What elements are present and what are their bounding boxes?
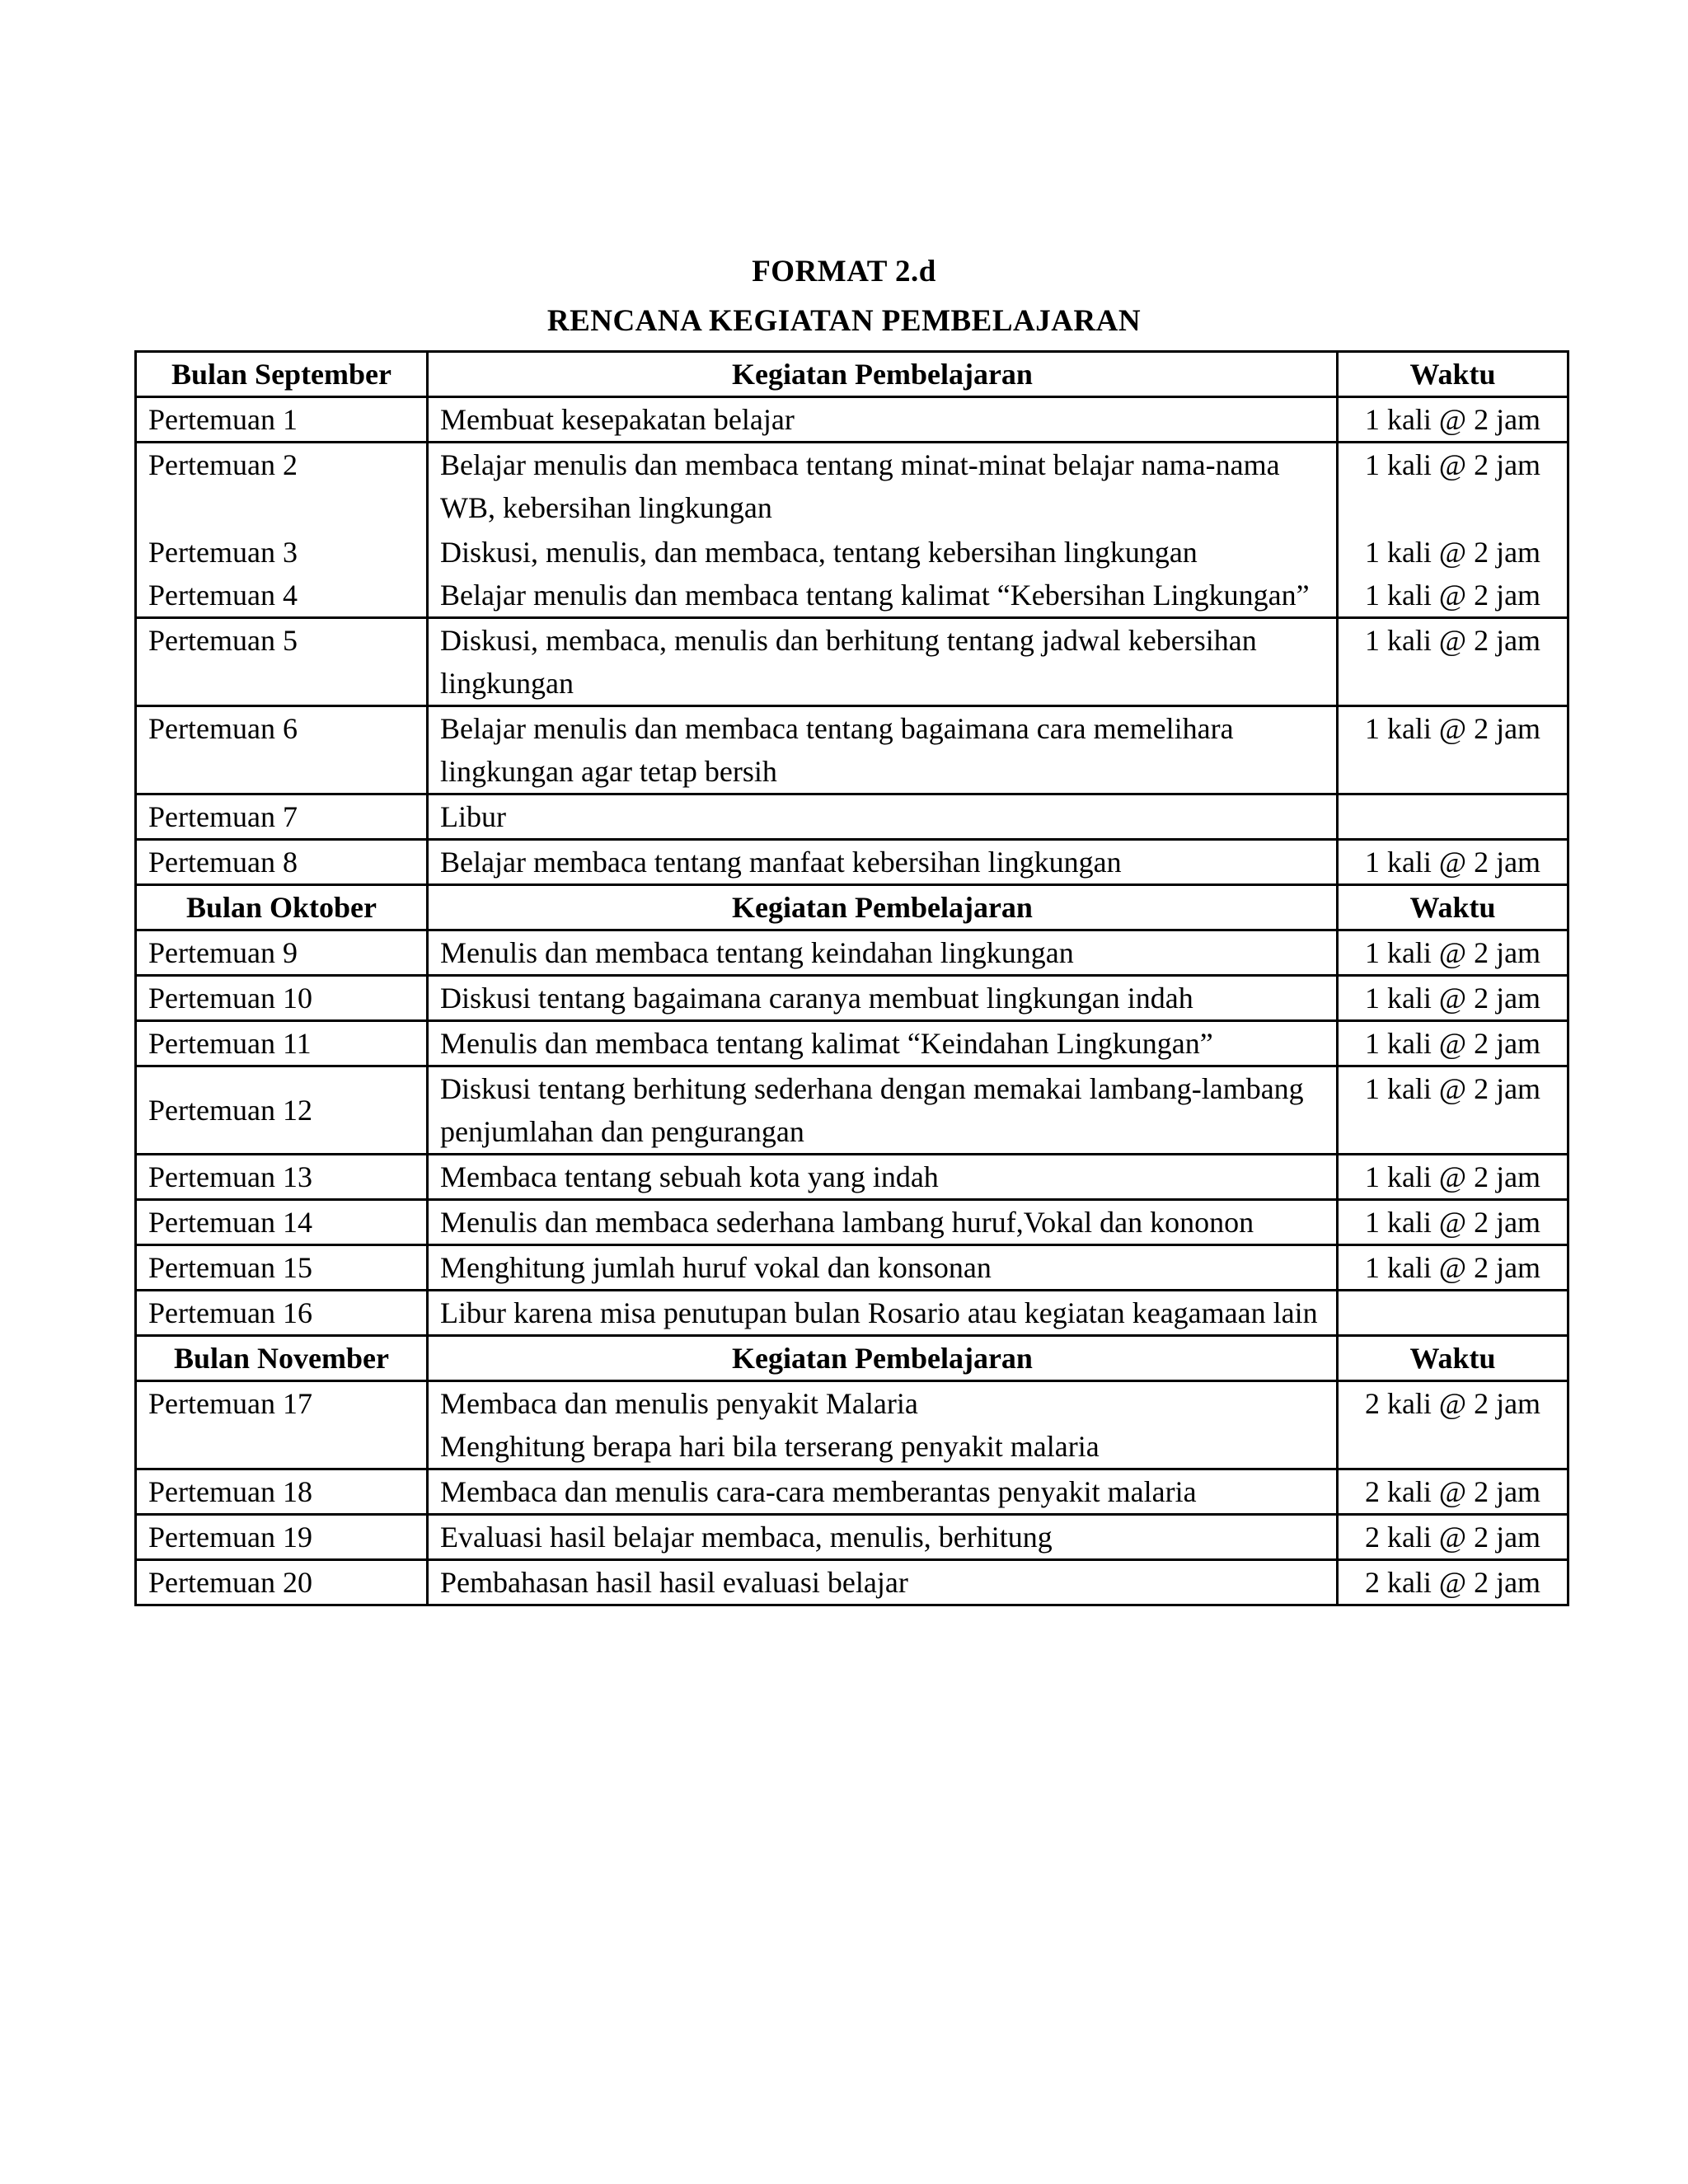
time-cell: 1 kali @ 2 jam	[1338, 1155, 1568, 1200]
activity-cell: Menghitung jumlah huruf vokal dan konsonan	[428, 1245, 1338, 1291]
activity-cell: Diskusi tentang bagaimana caranya membuat lingkungan indah	[428, 976, 1338, 1021]
activity-column-header: Kegiatan Pembelajaran	[428, 885, 1338, 930]
meeting-cell: Pertemuan 1	[136, 397, 428, 443]
meeting-line: Pertemuan 3	[148, 536, 298, 569]
time-line: 1 kali @ 2 jam	[1364, 448, 1541, 481]
activity-column-header: Kegiatan Pembelajaran	[428, 352, 1338, 397]
time-cell: 1 kali @ 2 jam	[1338, 840, 1568, 885]
table-row	[136, 1291, 1568, 1336]
table-row	[136, 1200, 1568, 1245]
meeting-cell: Pertemuan 11	[136, 1021, 428, 1066]
activity-line: Diskusi, menulis, dan membaca, tentang kebersihan lingkungan	[440, 536, 1198, 569]
table-row	[136, 618, 1568, 706]
month-label: Bulan Oktober	[136, 885, 428, 930]
table-row	[136, 1560, 1568, 1605]
activity-cell: Menulis dan membaca sederhana lambang huruf,Vokal dan kononon	[428, 1200, 1338, 1245]
time-cell: 1 kali @ 2 jam	[1338, 618, 1568, 706]
month-header-row	[136, 1336, 1568, 1381]
activity-cell: Belajar membaca tentang manfaat kebersihan lingkungan	[428, 840, 1338, 885]
table-row	[136, 1381, 1568, 1469]
table-row	[136, 443, 1568, 618]
time-line: 1 kali @ 2 jam	[1364, 579, 1541, 612]
meeting-cell: Pertemuan 13	[136, 1155, 428, 1200]
meeting-cell: Pertemuan 8	[136, 840, 428, 885]
activity-cell: Menulis dan membaca tentang keindahan lingkungan	[428, 930, 1338, 976]
meeting-cell: Pertemuan 10	[136, 976, 428, 1021]
table-row	[136, 706, 1568, 794]
meeting-cell: Pertemuan 18	[136, 1469, 428, 1515]
meeting-line: Pertemuan 4	[148, 579, 298, 612]
time-cell: 2 kali @ 2 jam	[1338, 1469, 1568, 1515]
activity-cell: Diskusi, membaca, menulis dan berhitung tentang jadwal kebersihan lingkungan	[428, 618, 1338, 706]
table-row	[136, 976, 1568, 1021]
activity-line: Belajar menulis dan membaca tentang minat-minat belajar nama-nama WB, kebersihan lingkungan	[440, 448, 1280, 524]
activity-cell: Membaca dan menulis cara-cara memberantas penyakit malaria	[428, 1469, 1338, 1515]
time-cell: 1 kali @ 2 jam	[1338, 706, 1568, 794]
meeting-cell: Pertemuan 5	[136, 618, 428, 706]
time-column-header: Waktu	[1338, 885, 1568, 930]
time-cell	[1338, 443, 1568, 618]
meeting-cell: Pertemuan 16	[136, 1291, 428, 1336]
table-row	[136, 794, 1568, 840]
time-column-header: Waktu	[1338, 1336, 1568, 1381]
time-cell: 1 kali @ 2 jam	[1338, 397, 1568, 443]
meeting-cell: Pertemuan 20	[136, 1560, 428, 1605]
activity-column-header: Kegiatan Pembelajaran	[428, 1336, 1338, 1381]
table-row	[136, 1155, 1568, 1200]
table-row	[136, 1021, 1568, 1066]
table-row	[136, 1066, 1568, 1155]
meeting-cell: Pertemuan 14	[136, 1200, 428, 1245]
time-cell: 2 kali @ 2 jam	[1338, 1381, 1568, 1469]
month-header-row	[136, 885, 1568, 930]
time-cell: 1 kali @ 2 jam	[1338, 1245, 1568, 1291]
time-cell: 2 kali @ 2 jam	[1338, 1560, 1568, 1605]
time-cell: 1 kali @ 2 jam	[1338, 976, 1568, 1021]
activity-cell: Menulis dan membaca tentang kalimat “Keindahan Lingkungan”	[428, 1021, 1338, 1066]
activity-cell: Libur karena misa penutupan bulan Rosario atau kegiatan keagamaan lain	[428, 1291, 1338, 1336]
time-line: 1 kali @ 2 jam	[1364, 536, 1541, 569]
activity-line: Belajar menulis dan membaca tentang kalimat “Kebersihan Lingkungan”	[440, 579, 1310, 612]
meeting-cell: Pertemuan 19	[136, 1515, 428, 1560]
time-cell: 1 kali @ 2 jam	[1338, 1021, 1568, 1066]
activity-cell: Membaca tentang sebuah kota yang indah	[428, 1155, 1338, 1200]
meeting-cell: Pertemuan 6	[136, 706, 428, 794]
meeting-cell	[136, 443, 428, 618]
activity-cell: Evaluasi hasil belajar membaca, menulis, berhitung	[428, 1515, 1338, 1560]
table-row	[136, 1245, 1568, 1291]
activity-line: Membaca dan menulis penyakit Malaria	[440, 1387, 918, 1420]
table-row	[136, 840, 1568, 885]
table-row	[136, 1469, 1568, 1515]
activity-cell: Pembahasan hasil hasil evaluasi belajar	[428, 1560, 1338, 1605]
format-label: FORMAT 2.d	[752, 255, 936, 288]
time-cell	[1338, 1291, 1568, 1336]
activity-cell: Belajar menulis dan membaca tentang bagaimana cara memelihara lingkungan agar tetap bersih	[428, 706, 1338, 794]
time-cell: 1 kali @ 2 jam	[1338, 1066, 1568, 1155]
activity-cell: Libur	[428, 794, 1338, 840]
time-column-header: Waktu	[1338, 352, 1568, 397]
time-cell	[1338, 794, 1568, 840]
table-row	[136, 930, 1568, 976]
table-row	[136, 1515, 1568, 1560]
time-cell: 2 kali @ 2 jam	[1338, 1515, 1568, 1560]
activity-cell: Diskusi tentang berhitung sederhana dengan memakai lambang-lambang penjumlahan dan pengurangan	[428, 1066, 1338, 1155]
time-cell: 1 kali @ 2 jam	[1338, 1200, 1568, 1245]
month-label: Bulan November	[136, 1336, 428, 1381]
document-header	[0, 247, 1688, 346]
month-header-row	[136, 352, 1568, 397]
learning-plan-table	[134, 350, 1569, 1606]
activity-line: Menghitung berapa hari bila terserang penyakit malaria	[440, 1430, 1100, 1463]
activity-cell: Membuat kesepakatan belajar	[428, 397, 1338, 443]
meeting-cell: Pertemuan 17	[136, 1381, 428, 1469]
meeting-cell: Pertemuan 15	[136, 1245, 428, 1291]
time-cell: 1 kali @ 2 jam	[1338, 930, 1568, 976]
activity-cell	[428, 1381, 1338, 1469]
activity-cell	[428, 443, 1338, 618]
table-row	[136, 397, 1568, 443]
meeting-cell: Pertemuan 12	[136, 1066, 428, 1155]
meeting-cell: Pertemuan 7	[136, 794, 428, 840]
page-title: RENCANA KEGIATAN PEMBELAJARAN	[546, 304, 1142, 338]
meeting-line: Pertemuan 2	[148, 448, 298, 481]
month-label: Bulan September	[136, 352, 428, 397]
meeting-cell: Pertemuan 9	[136, 930, 428, 976]
